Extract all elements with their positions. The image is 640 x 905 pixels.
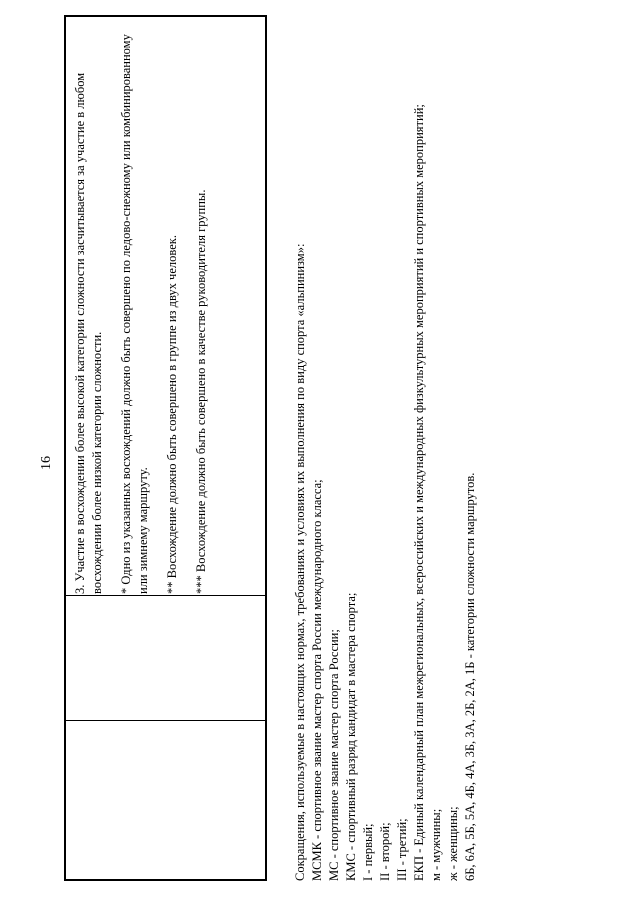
table-note: * Одно из указанных восхождений должно быть совершено по ледово-снежному или комбинированному или зимнему маршруту. xyxy=(119,34,150,594)
abbreviation-item: ж - женщины; xyxy=(446,806,460,881)
abbreviation-item: м - мужчины; xyxy=(429,808,443,881)
abbreviations-intro: Сокращения, используемые в настоящих нормах, требованиях и условиях их выполнения по виду спорта «альпинизм»: xyxy=(293,243,307,881)
table-fragment xyxy=(64,15,267,881)
abbreviations-block xyxy=(292,11,479,881)
abbreviation-item: III - третий; xyxy=(395,818,409,881)
table-note: *** Восхождение должно быть совершено в качестве руководителя группы. xyxy=(194,189,208,594)
table-column-divider xyxy=(66,720,265,721)
abbreviation-item: МСМК - спортивное звание мастер спорта России международного класса; xyxy=(310,479,324,881)
abbreviation-item: ЕКП - Единый календарный план межрегиональных, всероссийских и международных физкультурных мероприятий и спортивных мероприятий; xyxy=(412,104,426,881)
abbreviation-item: МС - спортивное звание мастер спорта России; xyxy=(327,629,341,881)
table-note: 3. Участие в восхождении более высокой категории сложности засчитывается за участие в любом восхождении более низкой категории сложности. xyxy=(73,72,104,594)
abbreviation-item: 6Б, 6А, 5Б, 5А, 4Б, 4А, 3Б, 3А, 2Б, 2А, 1Б - категории сложности маршрутов. xyxy=(463,472,477,881)
abbreviation-item: КМС - спортивный разряд кандидат в мастера спорта; xyxy=(344,592,358,881)
table-column-divider xyxy=(66,595,265,596)
table-note: ** Восхождение должно быть совершено в группе из двух человек. xyxy=(165,235,179,594)
abbreviation-item: II - второй; xyxy=(378,822,392,881)
table-notes-cell xyxy=(72,23,222,594)
abbreviation-item: I - первый; xyxy=(361,823,375,881)
page-number: 16 xyxy=(39,456,54,470)
